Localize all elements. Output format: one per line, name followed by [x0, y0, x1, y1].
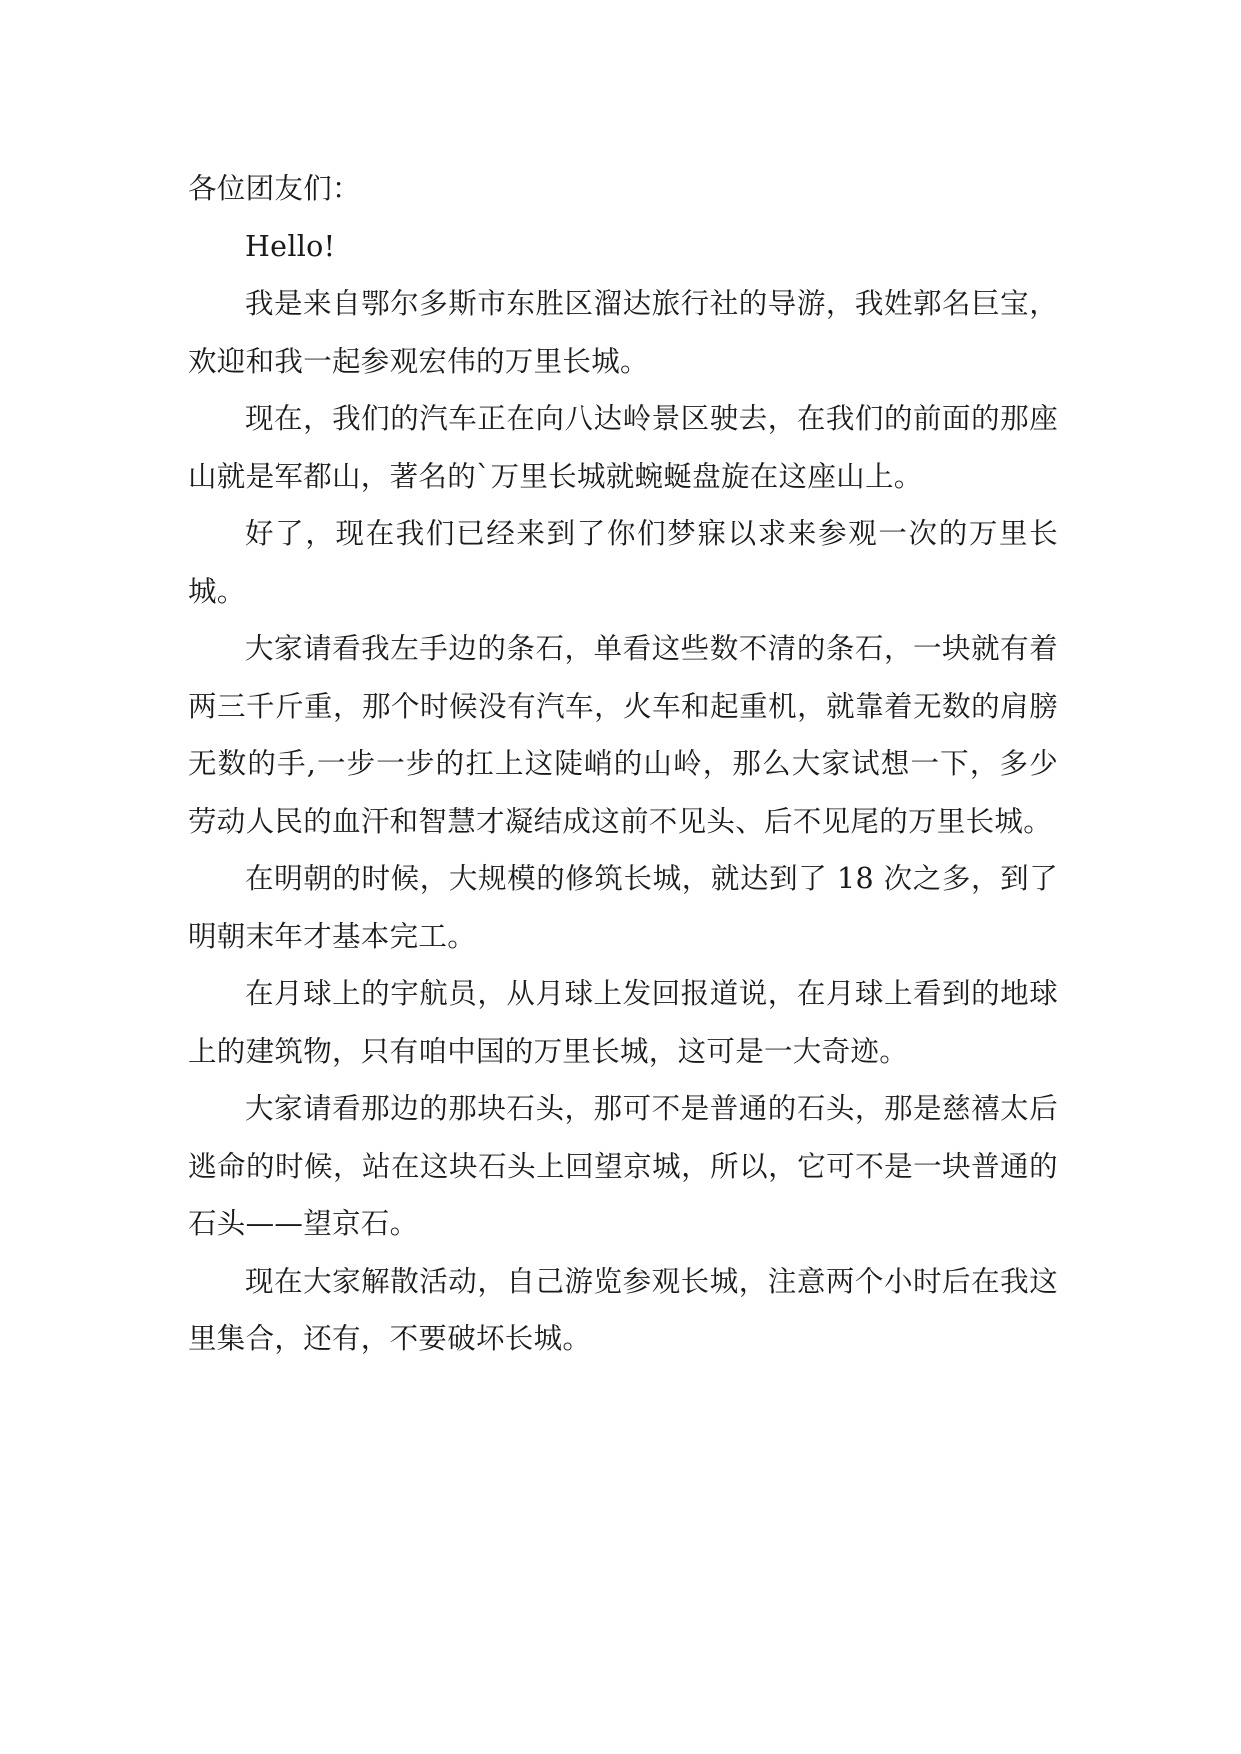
paragraph-hello: Hello! — [245, 229, 336, 263]
paragraph-arrival: 好了，现在我们已经来到了你们梦寐以求来参观一次的万里长城。 — [188, 517, 1058, 608]
paragraph-approach: 现在，我们的汽车正在向八达岭景区驶去，在我们的前面的那座山就是军都山，著名的`万里长城就蜿蜒盘旋在这座山上。 — [188, 402, 1058, 493]
document-body — [188, 160, 1058, 1368]
paragraph-moon: 在月球上的宇航员，从月球上发回报道说，在月球上看到的地球上的建筑物，只有咱中国的万里长城，这可是一大奇迹。 — [188, 977, 1058, 1068]
paragraph-dismissal: 现在大家解散活动，自己游览参观长城，注意两个小时后在我这里集合，还有，不要破坏长城。 — [188, 1264, 1058, 1355]
paragraph-stones: 大家请看我左手边的条石，单看这些数不清的条石，一块就有着两三千斤重，那个时候没有汽车，火车和起重机，就靠着无数的肩膀无数的手,一步一步的扛上这陡峭的山岭，那么大家试想一下，多少劳动人民的血汗和智慧才凝结成这前不见头、后不见尾的万里长城。 — [188, 632, 1058, 838]
paragraph-wangjing-stone: 大家请看那边的那块石头，那可不是普通的石头，那是慈禧太后逃命的时候，站在这块石头上回望京城，所以，它可不是一块普通的石头——望京石。 — [188, 1092, 1058, 1240]
paragraph-introduction: 我是来自鄂尔多斯市东胜区溜达旅行社的导游，我姓郭名巨宝，欢迎和我一起参观宏伟的万里长城。 — [188, 287, 1058, 378]
paragraph-ming-dynasty: 在明朝的时候，大规模的修筑长城，就达到了 18 次之多，到了明朝末年才基本完工。 — [188, 862, 1058, 953]
greeting-line: 各位团友们： — [188, 172, 361, 205]
